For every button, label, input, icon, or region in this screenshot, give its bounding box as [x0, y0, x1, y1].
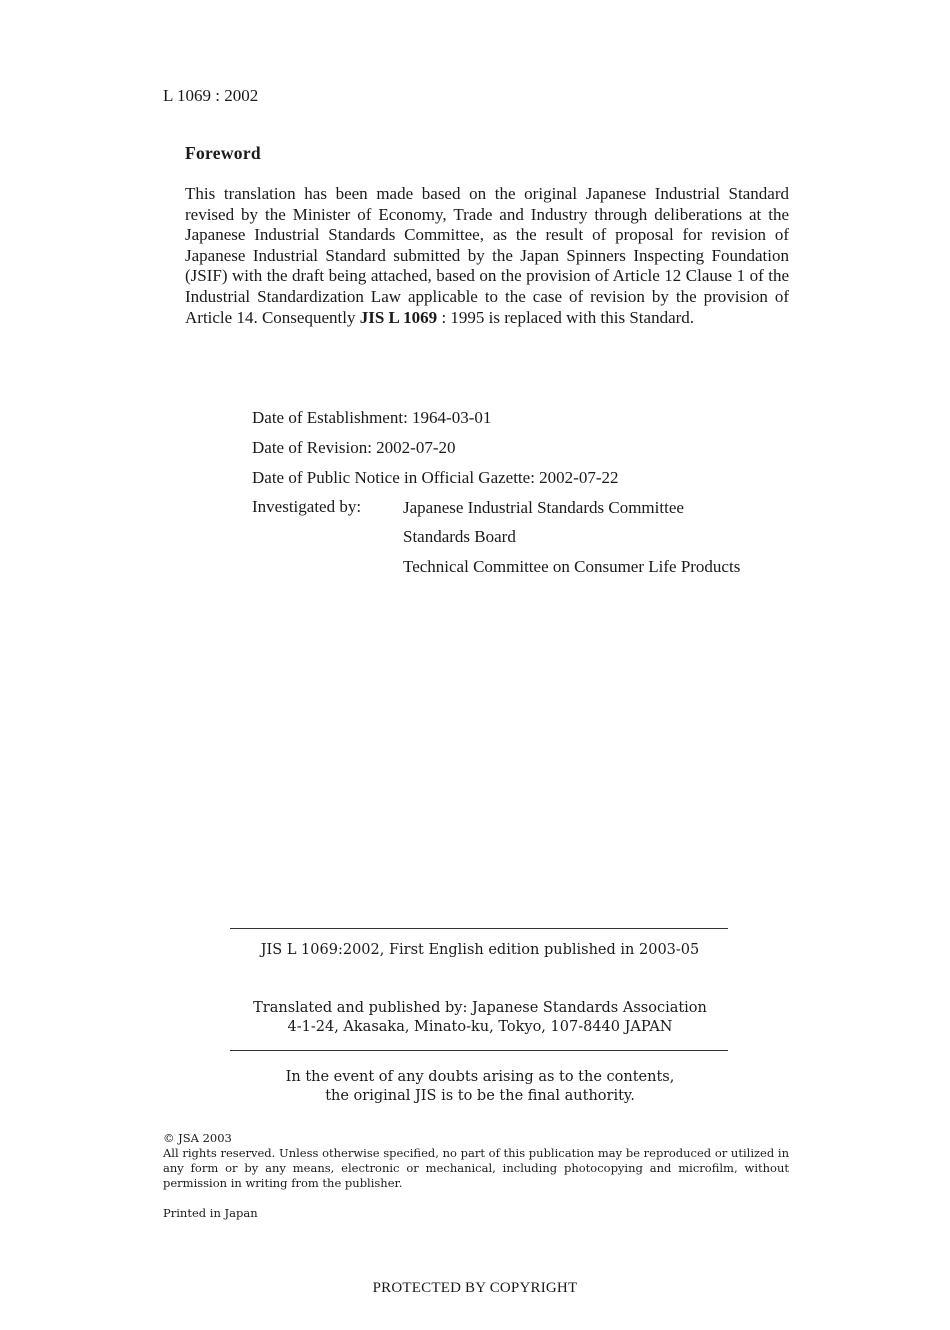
investigated-by-board: Standards Board [403, 527, 516, 546]
foreword-paragraph [185, 184, 789, 328]
investigated-by-label: Investigated by: [252, 497, 362, 516]
divider-bottom [230, 1050, 728, 1051]
copyright-notice: © JSA 2003 [163, 1131, 232, 1145]
publisher-address: 4-1-24, Akasaka, Minato-ku, Tokyo, 107-8440 JAPAN [287, 1019, 673, 1035]
authority-line-2: the original JIS is to be the final authority. [325, 1088, 635, 1104]
foreword-text-part1: This translation has been made based on the original Japanese Industrial Standard revised by the Minister of Economy, Trade and Industry through deliberations at the Japanese Industrial Standards Committee, as the result of proposal for revision of Japanese Industrial Standard submitted by the Japan Spinners Inspecting Foundation (JSIF) with the draft being attached, based on the provision of Article 12 Clause 1 of the Industrial Standardization Law applicable to the case of revision by the provision of Article 14. Consequently [185, 184, 789, 327]
publisher-line-1: Translated and published by: Japanese Standards Association [253, 1000, 707, 1016]
edition-note: JIS L 1069:2002, First English edition published in 2003-05 [260, 942, 700, 958]
foreword-text-part2: : 1995 is replaced with this Standard. [437, 307, 695, 327]
investigated-by-committee: Japanese Industrial Standards Committee [403, 498, 684, 517]
date-of-revision: Date of Revision: 2002-07-20 [252, 438, 456, 457]
document-id: L 1069 : 2002 [163, 86, 259, 105]
printed-in: Printed in Japan [163, 1206, 258, 1220]
date-of-public-notice: Date of Public Notice in Official Gazette: 2002-07-22 [252, 468, 619, 487]
authority-line-1: In the event of any doubts arising as to the contents, [285, 1069, 675, 1085]
date-of-establishment: Date of Establishment: 1964-03-01 [252, 408, 492, 427]
protected-by-copyright-footer: PROTECTED BY COPYRIGHT [372, 1280, 578, 1296]
divider-top [230, 928, 728, 929]
rights-statement: All rights reserved. Unless otherwise specified, no part of this publication may be reproduced or utilized in any form or by any means, electronic or mechanical, including photocopying and microfilm, without permission in writing from the publisher. [163, 1146, 789, 1190]
investigated-by-technical-committee: Technical Committee on Consumer Life Products [403, 557, 741, 576]
standard-reference: JIS L 1069 [359, 307, 438, 327]
foreword-heading: Foreword [185, 143, 261, 163]
